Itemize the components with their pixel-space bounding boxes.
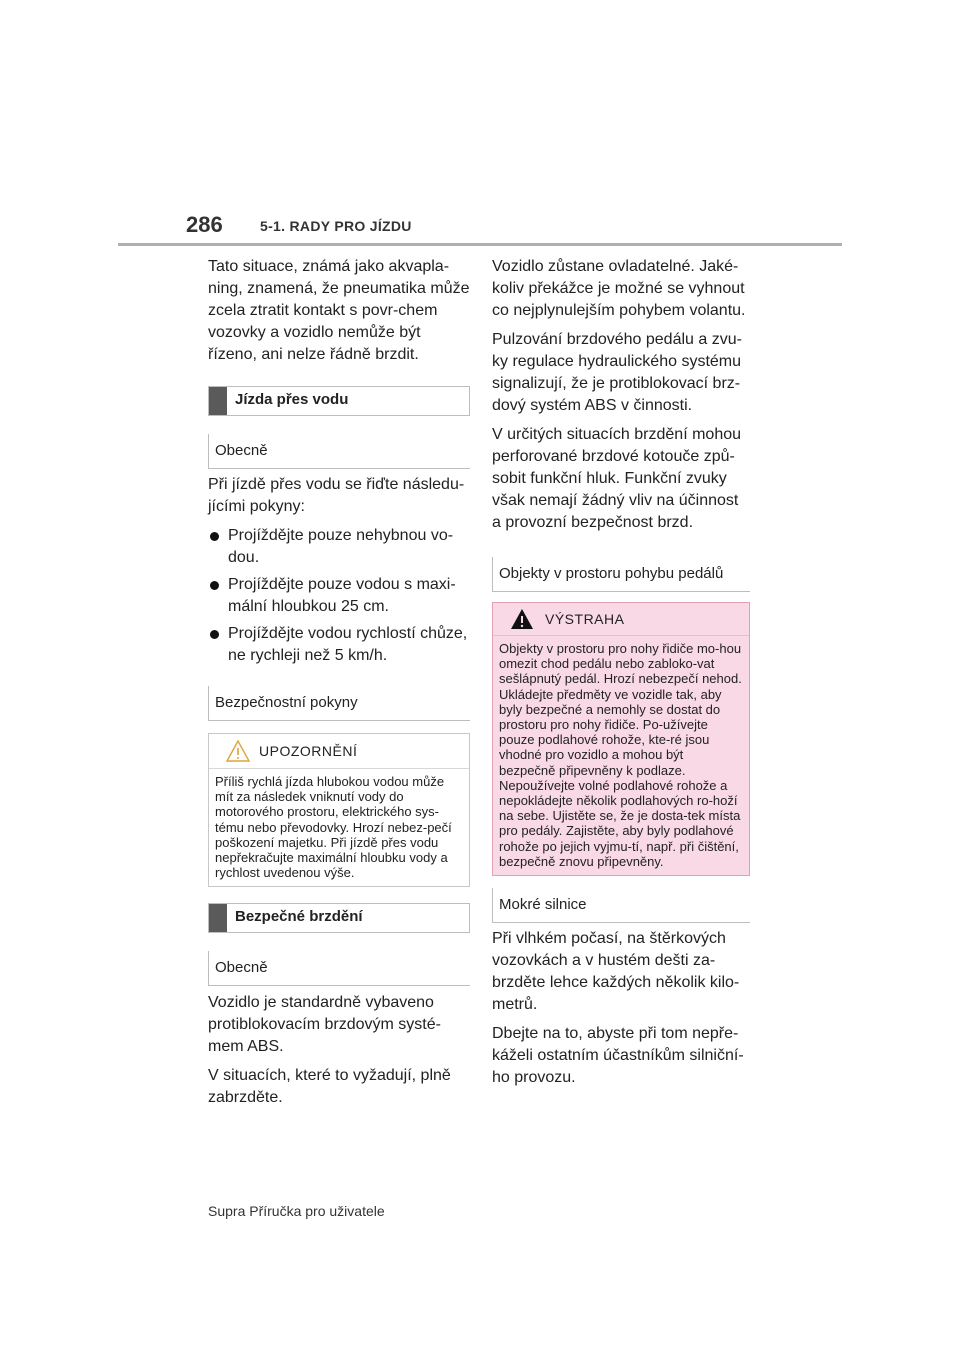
section-title: 5-1. RADY PRO JÍZDU	[260, 218, 412, 234]
caution-box	[208, 733, 470, 887]
abs-paragraph-3: V určitých situacích brzdění mohou perforované brzdové kotouče způ-sobit funkční hluk. Funkční zvuky však nemají žádný vliv na účinnost a provozní bezpečnost brzd.	[492, 426, 742, 531]
subheading-general: Obecně	[208, 434, 470, 469]
water-bullet-list	[208, 525, 470, 667]
abs-paragraph-2: Pulzování brzdového pedálu a zvu-ky regulace hydraulického systému signalizují, že je protiblokovací brz-dový systém ABS v činnosti.	[492, 331, 742, 414]
list-item: Projíždějte pouze vodou s maxi-mální hloubkou 25 cm.	[208, 574, 470, 618]
abs-paragraph-1: Vozidlo zůstane ovladatelné. Jaké-koliv překážce je možné se vyhnout co nejplynulejším pohybem volantu.	[492, 258, 746, 319]
section-heading-braking	[208, 903, 470, 933]
heading-bar	[209, 387, 227, 415]
water-intro-text: Při jízdě přes vodu se řiďte následu-jícími pokyny:	[208, 476, 465, 515]
subheading-safety: Bezpečnostní pokyny	[208, 686, 470, 721]
warning-triangle-icon	[509, 607, 535, 631]
wet-paragraph-2: Dbejte na to, abyste při tom nepře-káželi ostatním účastníkům silniční-ho provozu.	[492, 1025, 744, 1087]
bullet-icon	[210, 581, 219, 590]
braking-paragraph-1: Vozidlo je standardně vybaveno protiblokovacím brzdovým systé-mem ABS.	[208, 994, 441, 1056]
list-item: Projíždějte pouze nehybnou vo-dou.	[208, 525, 470, 569]
warning-box	[492, 602, 750, 876]
caution-title: UPOZORNĚNÍ	[259, 743, 358, 759]
list-item: Projíždějte vodou rychlostí chůze, ne rychleji než 5 km/h.	[208, 623, 470, 667]
left-column	[208, 256, 470, 1116]
page-number: 286	[186, 212, 223, 237]
braking-paragraph-2: V situacích, které to vyžadují, plně zabrzděte.	[208, 1067, 451, 1107]
caution-text: Příliš rychlá jízda hlubokou vodou může mít za následek vniknutí vody do motorového prostoru, elektrického sys-tému nebo převodovky. Hrozí nebez-pečí poškození majetku. Při jízdě přes vodu nepřekračujte maximální hloubku vody a rychlost uvedenou výše.	[215, 774, 452, 881]
subheading-wet-roads: Mokré silnice	[492, 888, 750, 923]
heading-bar	[209, 904, 227, 932]
warning-title: VÝSTRAHA	[545, 611, 625, 627]
intro-paragraph: Tato situace, známá jako akvapla-ning, znamená, že pneumatika může zcela ztratit kontakt s povr-chem vozovky a vozidlo nemůže být řízeno, ani nelze řádně brzdit.	[208, 258, 470, 363]
warning-text: Objekty v prostoru pro nohy řidiče mo-hou omezit chod pedálu nebo zabloko-vat sešlápnutý pedál. Hrozí nebezpečí nehod. Ukládejte předměty ve vozidle tak, aby byly bezpečné a nemohly se dostat do prostoru pro nohy řidiče. Po-užívejte pouze podlahové rohože, kte-ré jsou vhodné pro vozidlo a mohou být bezpečně připevněny k podlaze. Nepoužívejte volné podlahové rohože a nepokládejte několik podlahových ro-hoží na sebe. Ujistěte se, že je dosta-tek místa pro pedály. Zajistěte, aby byly podlahové rohože po jejich vyjmu-tí, např. při čištění, bezpečně znovu připevněny.	[499, 641, 742, 869]
subheading-pedals: Objekty v prostoru pohybu pedálů	[492, 557, 750, 592]
warning-header	[493, 603, 749, 636]
section-heading-label: Bezpečné brzdění	[235, 908, 363, 926]
caution-triangle-icon	[225, 739, 251, 763]
caution-header	[209, 734, 469, 769]
right-column	[492, 256, 750, 1096]
bullet-icon	[210, 532, 219, 541]
header-divider	[118, 243, 842, 246]
subheading-general: Obecně	[208, 951, 470, 986]
section-heading-water	[208, 386, 470, 416]
section-heading-label: Jízda přes vodu	[235, 391, 349, 408]
bullet-icon	[210, 630, 219, 639]
footer-text: Supra Příručka pro uživatele	[208, 1203, 385, 1219]
wet-paragraph-1: Při vlhkém počasí, na štěrkových vozovkách a v hustém dešti za-brzděte lehce každých několik kilo-metrů.	[492, 930, 740, 1014]
